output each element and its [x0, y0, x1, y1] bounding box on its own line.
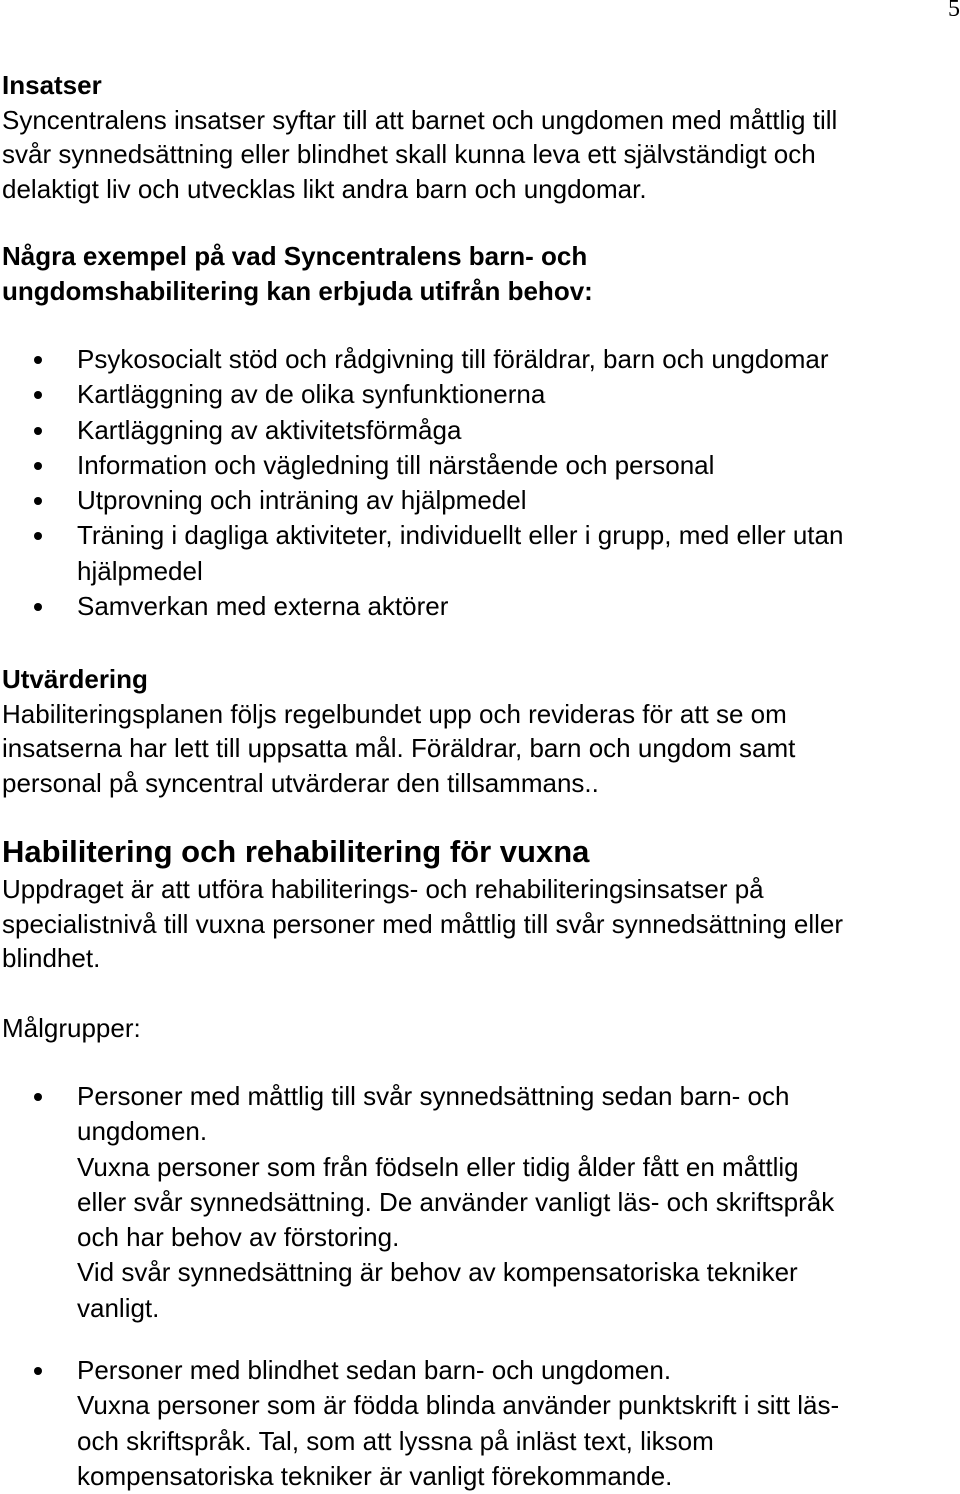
examples-intro-line: Några exempel på vad Syncentralens barn- och: [2, 241, 588, 271]
utvardering-line: insatserna har lett till uppsatta mål. Föräldrar, barn och ungdom samt: [2, 733, 796, 763]
examples-list: [0, 342, 960, 624]
list-item-text: Vid svår synnedsättning är behov av kompensatoriska tekniker: [77, 1257, 798, 1288]
list-item-text: Vuxna personer som från födseln eller tidig ålder fått en måttlig: [77, 1151, 799, 1182]
vuxna-line: blindhet.: [2, 943, 101, 973]
list-item: [0, 377, 960, 412]
section-utvardering: [2, 662, 795, 800]
list-item-text: hjälpmedel: [77, 555, 203, 586]
list-item: [0, 518, 960, 589]
list-item-text: Personer med måttlig till svår synnedsättning sedan barn- och: [77, 1081, 790, 1111]
list-item: [0, 342, 960, 377]
heading-vuxna: Habilitering och rehabilitering för vuxna: [2, 834, 590, 869]
list-item-text: Kartläggning av aktivitetsförmåga: [77, 414, 462, 445]
vuxna-line: specialistnivå till vuxna personer med måttlig till svår synnedsättning eller: [2, 908, 844, 939]
list-item-text: eller svår synnedsättning. De använder vanligt läs- och skriftspråk: [77, 1186, 835, 1217]
list-item: [0, 448, 960, 483]
list-item-text: Träning i dagliga aktiviteter, individuellt eller i grupp, med eller utan: [77, 520, 844, 551]
list-item-text: och har behov av förstoring.: [77, 1222, 400, 1253]
insatser-line: delaktigt liv och utvecklas likt andra barn och ungdomar.: [2, 173, 647, 204]
insatser-line: Syncentralens insatser syftar till att barnet och ungdomen med måttlig till: [2, 104, 838, 135]
heading-malgrupper: Målgrupper:: [2, 1013, 141, 1043]
list-item-text: ungdomen.: [77, 1116, 208, 1147]
section-insatser: [2, 68, 837, 206]
vuxna-line: Uppdraget är att utföra habiliterings- och rehabiliteringsinsatser på: [2, 874, 764, 904]
heading-insatser: Insatser: [2, 70, 102, 100]
list-item-text: vanligt.: [77, 1292, 160, 1323]
list-item-text: Vuxna personer som är födda blinda använder punktskrift i sitt läs-: [77, 1390, 840, 1421]
heading-utvardering: Utvärdering: [2, 664, 148, 694]
list-item: [0, 413, 960, 448]
insatser-line: svår synnedsättning eller blindhet skall kunna leva ett självständigt och: [2, 139, 816, 169]
list-item-text: Information och vägledning till närstående och personal: [77, 449, 715, 480]
list-item: [0, 1353, 960, 1494]
examples-intro: [2, 239, 593, 308]
list-item-text: och skriftspråk. Tal, som att lyssna på inläst text, liksom: [77, 1425, 714, 1456]
malgrupper-list-2: [0, 1353, 960, 1494]
list-item-text: Psykosocialt stöd och rådgivning till föräldrar, barn och ungdomar: [77, 344, 829, 374]
list-item-text: Kartläggning av de olika synfunktionerna: [77, 379, 546, 410]
examples-intro-line: ungdomshabilitering kan erbjuda utifrån behov:: [2, 275, 593, 306]
section-vuxna: [2, 872, 843, 976]
list-item: [0, 589, 960, 624]
utvardering-line: personal på syncentral utvärderar den tillsammans..: [2, 767, 599, 798]
list-item: [0, 483, 960, 518]
page-number: 5: [948, 0, 960, 22]
malgrupper-list-1: [0, 1079, 960, 1326]
list-item-text: Personer med blindhet sedan barn- och ungdomen.: [77, 1355, 672, 1385]
list-item-text: Utprovning och inträning av hjälpmedel: [77, 485, 527, 516]
list-item-text: kompensatoriska tekniker är vanligt förekommande.: [77, 1460, 673, 1491]
list-item-text: Samverkan med externa aktörer: [77, 591, 449, 622]
list-item: [0, 1079, 960, 1326]
utvardering-line: Habiliteringsplanen följs regelbundet upp och revideras för att se om: [2, 698, 787, 729]
